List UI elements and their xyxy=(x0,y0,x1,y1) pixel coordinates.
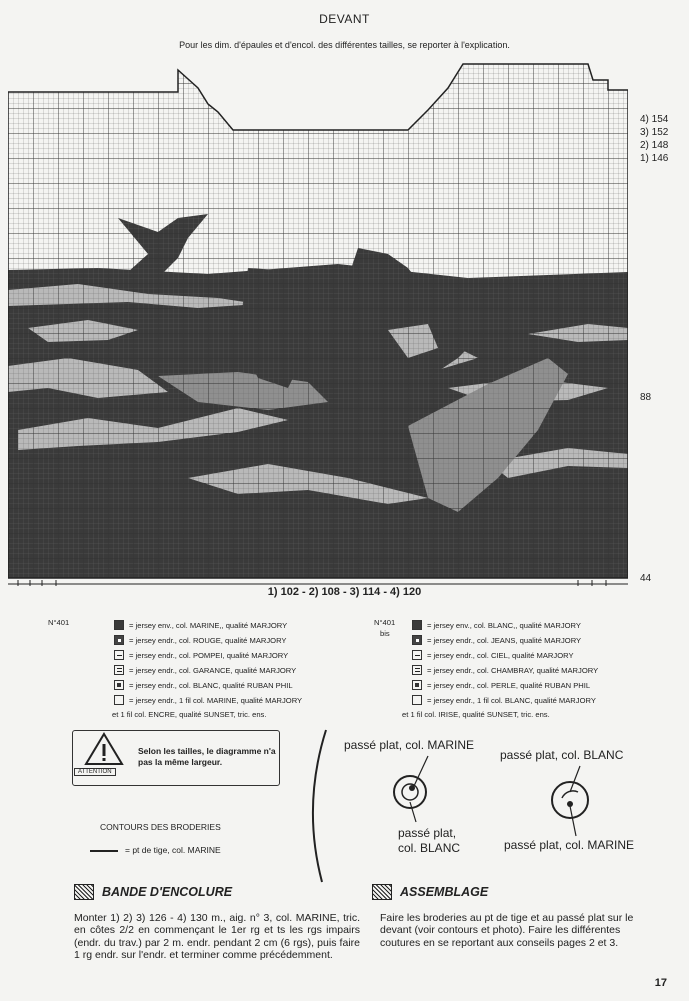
legend-right-number-sub: bis xyxy=(380,629,390,638)
swatch-lines xyxy=(412,665,422,675)
hatch-icon xyxy=(372,884,392,900)
page-number: 17 xyxy=(654,977,667,989)
legend-right xyxy=(412,618,682,723)
legend-text: = jersey endr., 1 fil col. BLANC, qualité MARJORY xyxy=(427,695,596,705)
legend-text: = jersey endr., col. ROUGE, qualité MARJORY xyxy=(129,635,287,645)
stitch-label-right-top: passé plat, col. BLANC xyxy=(500,748,624,762)
page-title: DEVANT xyxy=(319,12,370,26)
contours-item: = pt de tige, col. MARINE xyxy=(125,845,221,855)
swatch-blank xyxy=(412,695,422,705)
warning-triangle-icon xyxy=(84,732,124,766)
page-subtitle: Pour les dim. d'épaules et d'encol. des différentes tailles, se reporter à l'explication. xyxy=(179,40,510,50)
legend-item xyxy=(114,693,302,707)
legend-item xyxy=(412,633,581,647)
row-marker-44: 44 xyxy=(640,573,652,584)
bracket-curve xyxy=(300,728,330,884)
legend-text: = jersey endr., col. JEANS, qualité MARJORY xyxy=(427,635,582,645)
row-marker-148: 2) 148 xyxy=(640,140,669,151)
stem-stitch-line xyxy=(90,850,118,852)
stitch-label-right-bottom: passé plat, col. MARINE xyxy=(504,838,635,852)
swatch-square-dot xyxy=(412,680,422,690)
legend-text: = jersey env., col. BLANC,, qualité MARJORY xyxy=(427,620,581,630)
legend-item xyxy=(412,618,581,632)
contours-title: CONTOURS DES BRODERIES xyxy=(100,822,221,832)
assemblage-title: ASSEMBLAGE xyxy=(400,885,489,899)
legend-text: = jersey endr., col. BLANC, qualité RUBAN PHIL xyxy=(129,680,293,690)
swatch-lines xyxy=(114,665,124,675)
stitch-diagram-right xyxy=(540,764,610,838)
legend-text: = jersey env., col. MARINE,, qualité MARJORY xyxy=(129,620,288,630)
legend-right-number: N°401 xyxy=(374,618,396,627)
swatch-dot xyxy=(412,635,422,645)
warning-text: Selon les tailles, le diagramme n'a pas la même largeur. xyxy=(138,746,276,767)
legend-text: = jersey endr., col. CHAMBRAY, qualité MARJORY xyxy=(427,665,599,675)
swatch-dash xyxy=(114,650,124,660)
legend-text: = jersey endr., col. GARANCE, qualité MARJORY xyxy=(129,665,297,675)
assemblage-section-heading xyxy=(372,884,488,900)
legend-item xyxy=(114,648,288,662)
sizes-line: 1) 102 - 2) 108 - 3) 114 - 4) 120 xyxy=(267,586,422,598)
knitting-chart xyxy=(8,58,628,586)
bande-title: BANDE D'ENCOLURE xyxy=(102,885,233,899)
swatch-dark xyxy=(412,620,422,630)
legend-item xyxy=(412,648,574,662)
legend-item xyxy=(412,663,598,677)
row-marker-146: 1) 146 xyxy=(640,153,669,164)
legend-item xyxy=(412,693,596,707)
warning-label: ATTENTION xyxy=(74,768,116,776)
legend-text: = jersey endr., col. POMPEI, qualité MARJORY xyxy=(129,650,289,660)
swatch-dot xyxy=(114,635,124,645)
stitch-label-left-top: passé plat, col. MARINE xyxy=(344,738,475,752)
row-marker-154: 4) 154 xyxy=(640,114,669,125)
legend-text: = jersey endr., 1 fil col. MARINE, qualité MARJORY xyxy=(129,695,303,705)
row-marker-152: 3) 152 xyxy=(640,127,669,138)
bande-text: Monter 1) 2) 3) 126 - 4) 130 m., aig. n° 3, col. MARINE, tric. en côtes 2/2 en commençant le 1er rg et ts les rgs impairs (endr. du trav.) par 2 m. endr. pendant 2 cm (6 rgs), puis faire 1 rg endr. sur l'endr. et terminer comme précédemment. xyxy=(74,912,360,961)
swatch-square-dot xyxy=(114,680,124,690)
legend-item xyxy=(114,678,293,692)
legend-text: = jersey endr., col. CIEL, qualité MARJORY xyxy=(427,650,574,660)
legend-item xyxy=(114,618,287,632)
legend-left-number: N°401 xyxy=(48,618,70,627)
row-marker-88: 88 xyxy=(640,392,652,403)
chart-body xyxy=(8,58,628,578)
legend-item xyxy=(114,633,287,647)
legend-item xyxy=(114,663,296,677)
legend-text: = jersey endr., col. PERLE, qualité RUBAN PHIL xyxy=(427,680,591,690)
legend-right-extra: et 1 fil col. IRISE, qualité SUNSET, tric. ens. xyxy=(402,710,550,719)
legend-item xyxy=(412,678,590,692)
hatch-icon xyxy=(74,884,94,900)
legend-left-extra: et 1 fil col. ENCRE, qualité SUNSET, tric. ens. xyxy=(112,710,267,719)
stitch-label-left-bottom: passé plat, col. BLANC xyxy=(398,826,461,855)
grid-large xyxy=(8,58,628,578)
swatch-dark xyxy=(114,620,124,630)
swatch-blank xyxy=(114,695,124,705)
stitch-diagram-left xyxy=(380,752,460,824)
swatch-dash xyxy=(412,650,422,660)
legend-left xyxy=(114,618,374,723)
assemblage-text: Faire les broderies au pt de tige et au passé plat sur le devant (voir contours et photo). Faire les différentes coutures en se reportant aux conseils pages 2 et 3. xyxy=(380,912,634,949)
bande-section-heading xyxy=(74,884,232,900)
